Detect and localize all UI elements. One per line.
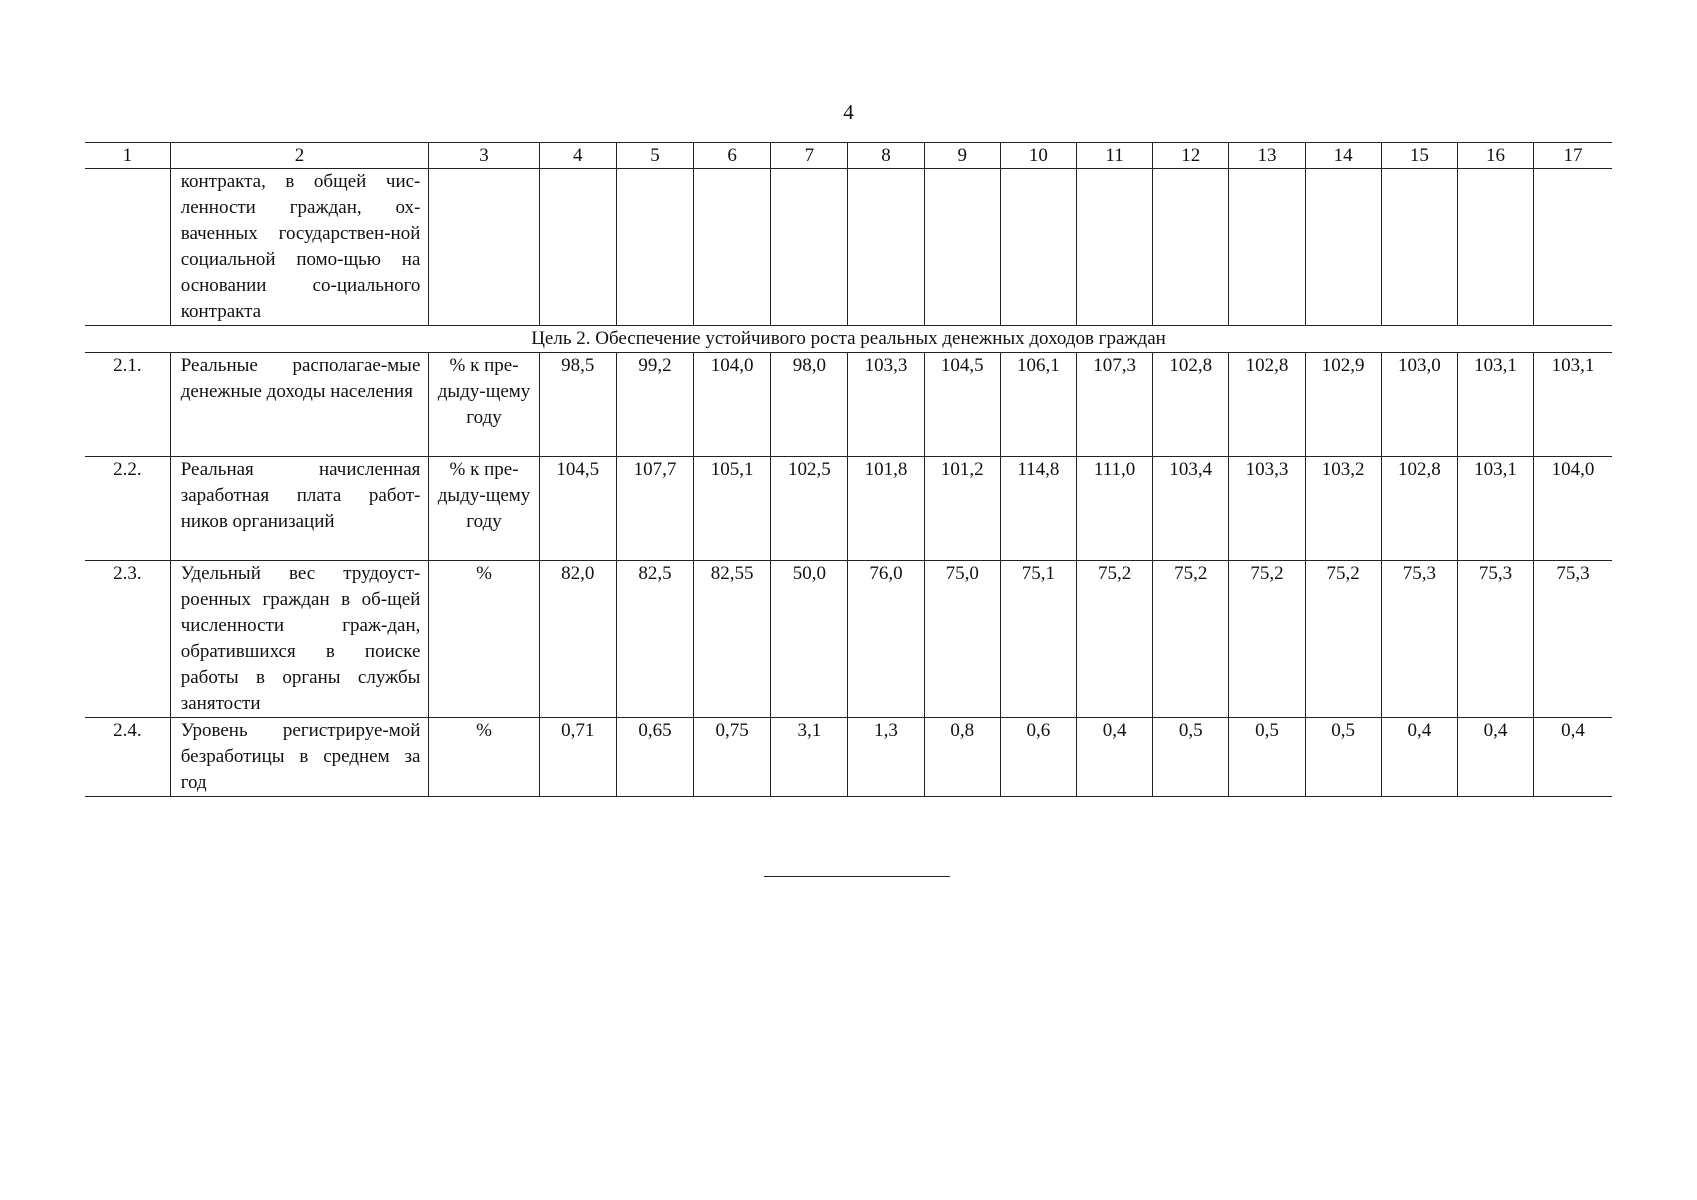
column-header: 11 [1076,143,1152,169]
value-cell: 104,5 [539,457,616,561]
column-header: 12 [1153,143,1229,169]
value-cell: 99,2 [616,353,693,457]
value-cell: 105,1 [694,457,771,561]
indicators-table [85,142,1612,797]
value-cell: 107,3 [1076,353,1152,457]
value-cell: 102,8 [1153,353,1229,457]
value-cell: 3,1 [771,718,848,797]
value-cell [1534,169,1612,326]
value-cell [1305,169,1381,326]
column-header: 2 [170,143,429,169]
value-cell: 103,1 [1534,353,1612,457]
value-cell: 0,5 [1305,718,1381,797]
value-cell: 104,0 [1534,457,1612,561]
value-cell: 75,3 [1534,561,1612,718]
value-cell [1076,169,1152,326]
value-cell: 98,5 [539,353,616,457]
column-header: 13 [1229,143,1305,169]
value-cell: 0,5 [1153,718,1229,797]
value-cell [924,169,1000,326]
column-header: 5 [616,143,693,169]
column-header: 3 [429,143,539,169]
unit-cell: % [429,561,539,718]
value-cell: 0,4 [1534,718,1612,797]
value-cell: 1,3 [848,718,924,797]
column-header: 10 [1000,143,1076,169]
value-cell: 103,3 [1229,457,1305,561]
value-cell: 75,2 [1229,561,1305,718]
value-cell: 75,0 [924,561,1000,718]
value-cell: 75,2 [1305,561,1381,718]
value-cell: 0,4 [1076,718,1152,797]
column-header: 1 [85,143,170,169]
value-cell: 98,0 [771,353,848,457]
value-cell: 0,8 [924,718,1000,797]
value-cell: 82,0 [539,561,616,718]
value-cell [1229,169,1305,326]
unit-cell [429,169,539,326]
value-cell: 50,0 [771,561,848,718]
value-cell: 82,55 [694,561,771,718]
value-cell: 114,8 [1000,457,1076,561]
column-number-row [85,143,1612,169]
column-header: 15 [1381,143,1457,169]
unit-cell: % к пре-дыду-щему году [429,353,539,457]
value-cell: 0,5 [1229,718,1305,797]
column-header: 14 [1305,143,1381,169]
value-cell: 103,1 [1457,353,1533,457]
value-cell [848,169,924,326]
row-number-cell: 2.4. [85,718,170,797]
goal-heading: Цель 2. Обеспечение устойчивого роста реальных денежных доходов граждан [85,326,1612,353]
indicators-table-container [85,142,1612,797]
value-cell: 75,3 [1381,561,1457,718]
table-row [85,561,1612,718]
value-cell: 82,5 [616,561,693,718]
value-cell: 106,1 [1000,353,1076,457]
column-header: 9 [924,143,1000,169]
value-cell: 104,0 [694,353,771,457]
value-cell: 75,3 [1457,561,1533,718]
column-header: 16 [1457,143,1533,169]
row-number-cell [85,169,170,326]
value-cell: 104,5 [924,353,1000,457]
column-header: 17 [1534,143,1612,169]
value-cell: 75,2 [1153,561,1229,718]
indicator-name-cell: Реальная начисленная заработная плата работ-ников организаций [170,457,429,561]
value-cell: 76,0 [848,561,924,718]
column-header: 6 [694,143,771,169]
indicator-name-cell: Удельный вес трудоуст-роенных граждан в об-щей численности граж-дан, обратившихся в поиске работы в органы службы занятости [170,561,429,718]
value-cell: 0,4 [1381,718,1457,797]
row-number-cell: 2.2. [85,457,170,561]
indicator-name-cell: Уровень регистрируе-мой безработицы в среднем за год [170,718,429,797]
value-cell: 75,1 [1000,561,1076,718]
value-cell: 102,5 [771,457,848,561]
value-cell: 103,2 [1305,457,1381,561]
column-header: 4 [539,143,616,169]
value-cell: 101,8 [848,457,924,561]
value-cell: 107,7 [616,457,693,561]
value-cell: 0,65 [616,718,693,797]
value-cell: 0,71 [539,718,616,797]
value-cell: 101,2 [924,457,1000,561]
value-cell: 102,9 [1305,353,1381,457]
value-cell [539,169,616,326]
table-row [85,353,1612,457]
goal-heading-row [85,326,1612,353]
value-cell [1381,169,1457,326]
value-cell: 111,0 [1076,457,1152,561]
value-cell: 0,6 [1000,718,1076,797]
table-row [85,718,1612,797]
value-cell: 0,4 [1457,718,1533,797]
unit-cell: % к пре-дыду-щему году [429,457,539,561]
value-cell: 103,1 [1457,457,1533,561]
table-row-continuation [85,169,1612,326]
value-cell [771,169,848,326]
page-number: 4 [843,100,854,124]
column-header: 8 [848,143,924,169]
value-cell: 102,8 [1229,353,1305,457]
value-cell [1153,169,1229,326]
value-cell: 0,75 [694,718,771,797]
value-cell: 103,4 [1153,457,1229,561]
end-of-table-rule [764,876,950,877]
value-cell [616,169,693,326]
indicator-name-cell: контракта, в общей чис-ленности граждан, ох-ваченных государствен-ной социальной помо-щью на основании со-циального контракта [170,169,429,326]
indicator-name-cell: Реальные располагае-мые денежные доходы населения [170,353,429,457]
row-number-cell: 2.1. [85,353,170,457]
value-cell: 103,0 [1381,353,1457,457]
unit-cell: % [429,718,539,797]
value-cell [1457,169,1533,326]
table-row [85,457,1612,561]
column-header: 7 [771,143,848,169]
value-cell [1000,169,1076,326]
value-cell: 103,3 [848,353,924,457]
row-number-cell: 2.3. [85,561,170,718]
value-cell: 102,8 [1381,457,1457,561]
value-cell: 75,2 [1076,561,1152,718]
value-cell [694,169,771,326]
